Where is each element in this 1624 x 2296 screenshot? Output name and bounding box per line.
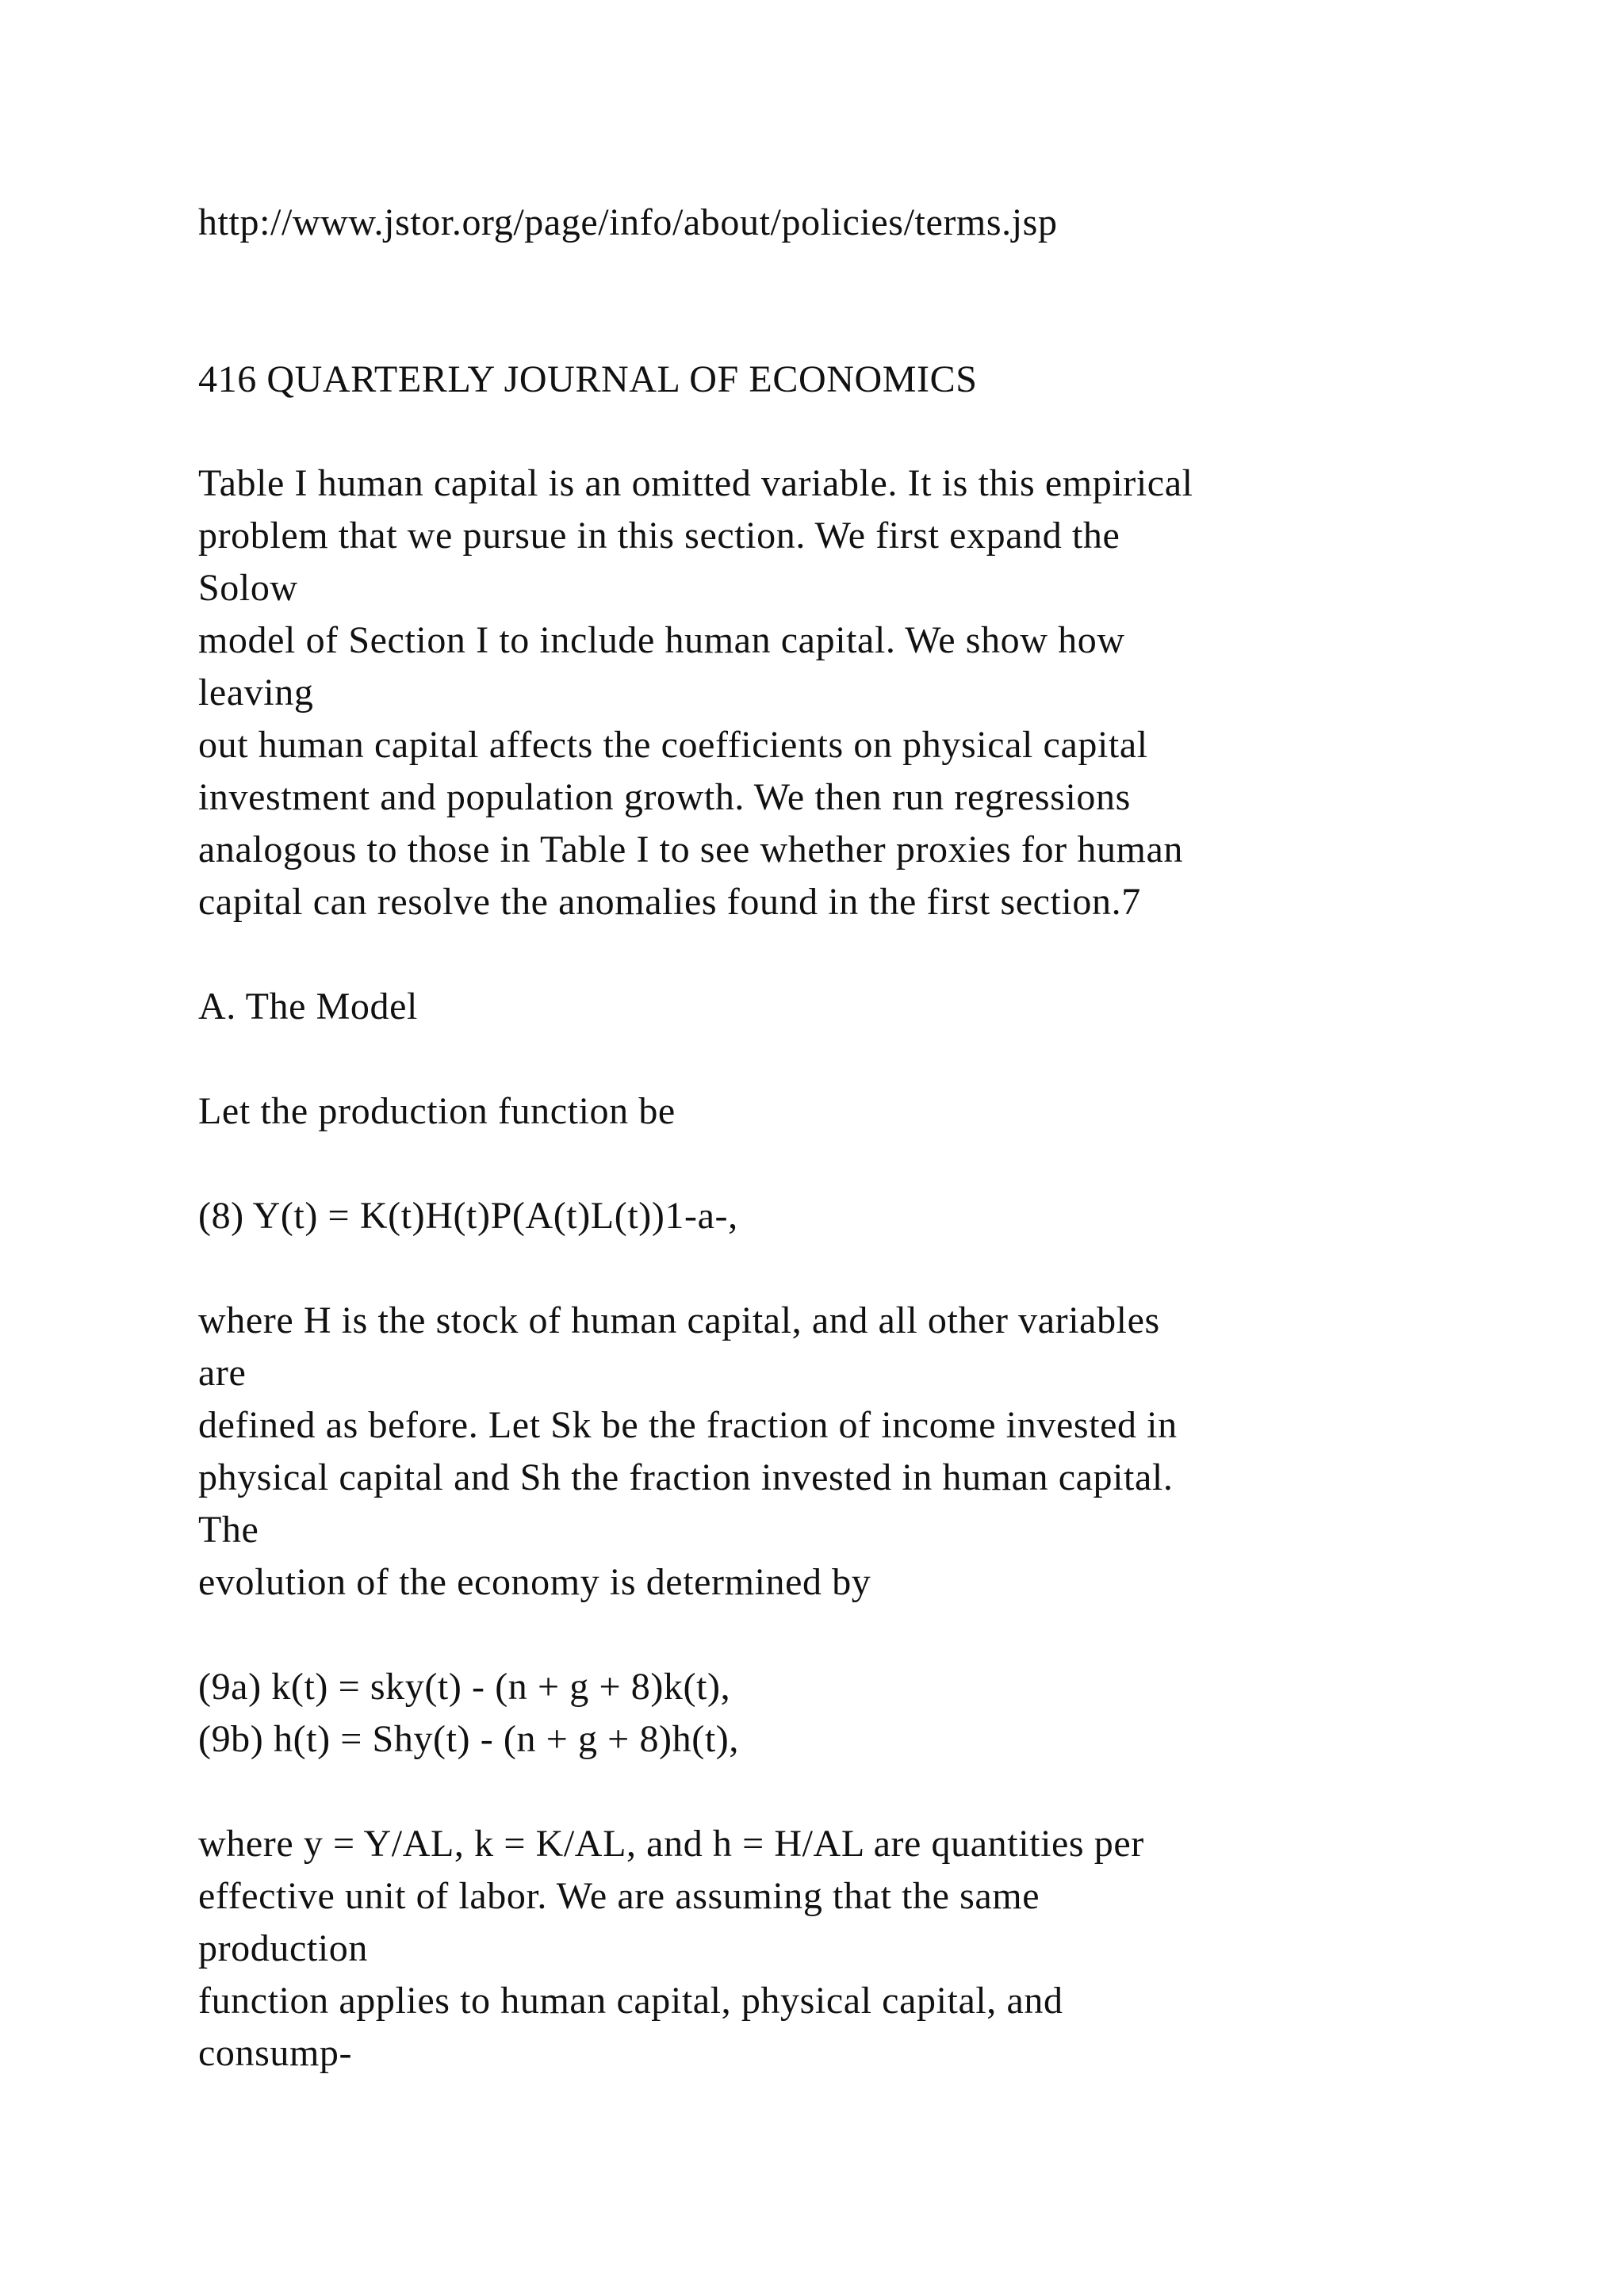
text-line: evolution of the economy is determined by <box>198 1561 871 1603</box>
equation-8: (8) Y(t) = K(t)H(t)P(A(t)L(t))1-a-, <box>198 1195 738 1237</box>
section-heading: A. The Model <box>198 985 418 1027</box>
text-line: defined as before. Let Sk be the fraction of income invested in <box>198 1404 1178 1446</box>
text-line: model of Section I to include human capital. We show how <box>198 619 1125 661</box>
text-line: problem that we pursue in this section. We first expand the <box>198 515 1120 557</box>
text-line: where y = Y/AL, k = K/AL, and h = H/AL are quantities per <box>198 1823 1144 1865</box>
text-line: Table I human capital is an omitted variable. It is this empirical <box>198 462 1193 504</box>
text-line: physical capital and Sh the fraction invested in human capital. <box>198 1456 1174 1498</box>
jstor-url-line[interactable]: http://www.jstor.org/page/info/about/policies/terms.jsp <box>198 201 1058 243</box>
production-intro-line: Let the production function be <box>198 1090 676 1132</box>
text-line: capital can resolve the anomalies found in the first section.7 <box>198 881 1141 923</box>
text-line: are <box>198 1352 247 1394</box>
text-line: consump- <box>198 2032 353 2074</box>
running-header: 416 QUARTERLY JOURNAL OF ECONOMICS <box>198 358 978 400</box>
text-line: function applies to human capital, physical capital, and <box>198 1980 1063 2022</box>
text-line: analogous to those in Table I to see whether proxies for human <box>198 828 1183 871</box>
text-line: production <box>198 1927 368 1969</box>
text-line: where H is the stock of human capital, and all other variables <box>198 1299 1160 1341</box>
equation-9a: (9a) k(t) = sky(t) - (n + g + 8)k(t), <box>198 1666 731 1708</box>
text-line: investment and population growth. We then run regressions <box>198 776 1131 818</box>
text-line: effective unit of labor. We are assuming that the same <box>198 1875 1040 1917</box>
equation-9b: (9b) h(t) = Shy(t) - (n + g + 8)h(t), <box>198 1718 739 1760</box>
text-line: The <box>198 1509 259 1551</box>
text-line: Solow <box>198 567 298 609</box>
text-line: out human capital affects the coefficients on physical capital <box>198 724 1148 766</box>
text-line: leaving <box>198 672 314 714</box>
